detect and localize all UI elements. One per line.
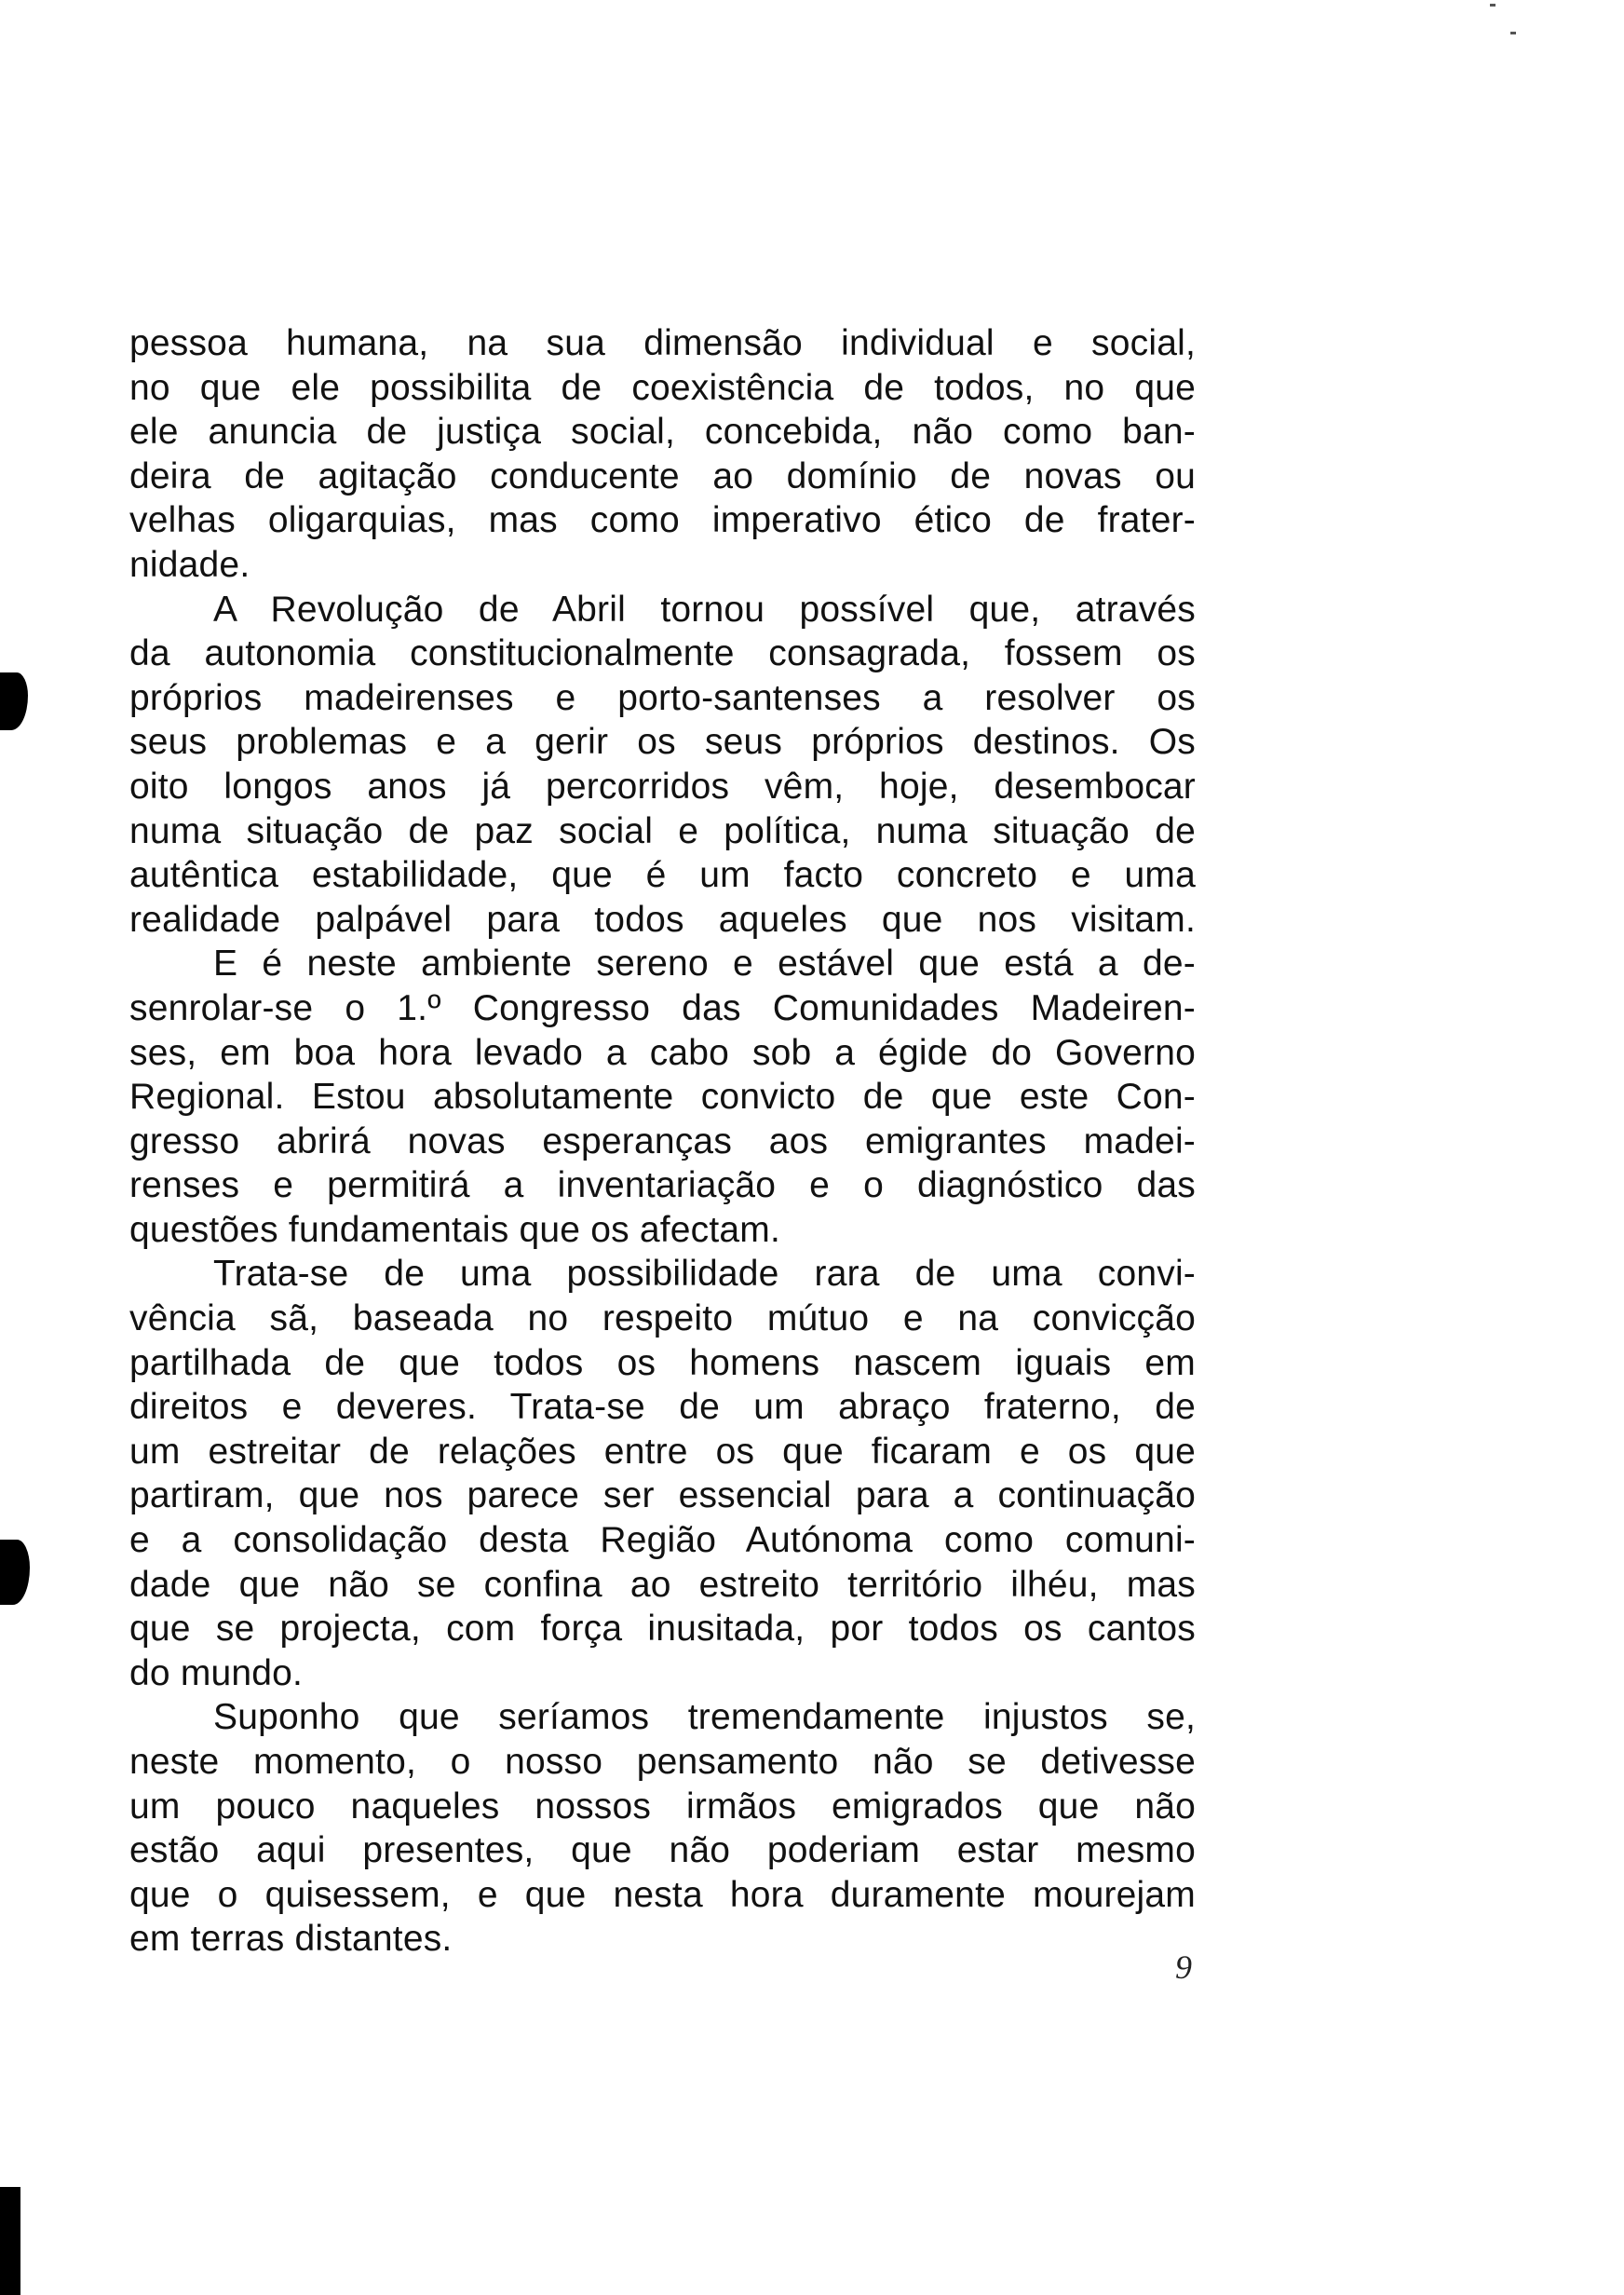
paragraph: [129, 588, 1196, 943]
text-line: no que ele possibilita de coexistência de todos, no que: [129, 367, 1196, 408]
text-line: pessoa humana, na sua dimensão individual e social,: [129, 323, 1196, 363]
text-line: realidade palpável para todos aqueles que nos visitam.: [129, 899, 1196, 940]
text-line: E é neste ambiente sereno e estável que está a de-: [213, 944, 1196, 985]
paragraph: [129, 942, 1196, 1252]
text-line: da autonomia constitucionalmente consagrada, fossem os: [129, 633, 1196, 674]
text-line: senrolar-se o 1.º Congresso das Comunidades Madeiren-: [129, 987, 1196, 1028]
page-edge-shadow: [0, 2187, 20, 2295]
paragraph: [129, 1252, 1196, 1695]
text-line: autêntica estabilidade, que é um facto concreto e uma: [129, 855, 1196, 896]
text-line: partilhada de que todos os homens nascem iguais em: [129, 1342, 1196, 1383]
text-line: oito longos anos já percorridos vêm, hoje, desembocar: [129, 766, 1196, 807]
text-line: gresso abrirá novas esperanças aos emigrantes madei-: [129, 1120, 1196, 1161]
text-line: velhas oligarquias, mas como imperativo ético de frater-: [129, 500, 1196, 541]
text-line: um pouco naqueles nossos irmãos emigrados que não: [129, 1786, 1196, 1826]
text-line: renses e permitirá a inventariação e o diagnóstico das: [129, 1165, 1196, 1206]
text-line: que se projecta, com força inusitada, por todos os cantos: [129, 1609, 1196, 1650]
paragraph: [129, 321, 1196, 588]
text-line: seus problemas e a gerir os seus próprios destinos. Os: [129, 722, 1196, 763]
text-line: direitos e deveres. Trata-se de um abraço fraterno, de: [129, 1387, 1196, 1428]
page-body-text: [129, 321, 1196, 1962]
text-line: do mundo.: [129, 1652, 304, 1693]
text-line: e a consolidação desta Região Autónoma como comuni-: [129, 1520, 1196, 1561]
scan-speck: [1510, 32, 1516, 34]
text-line: Suponho que seríamos tremendamente injustos se,: [213, 1697, 1196, 1738]
scan-speck: [1490, 4, 1495, 7]
page-number: 9: [1175, 1949, 1192, 1986]
text-line: ele anuncia de justiça social, concebida, não como ban-: [129, 412, 1196, 453]
text-line: neste momento, o nosso pensamento não se detivesse: [129, 1742, 1196, 1782]
text-line: estão aqui presentes, que não poderiam estar mesmo: [129, 1830, 1196, 1871]
text-line: A Revolução de Abril tornou possível que, através: [213, 589, 1196, 630]
text-line: deira de agitação conducente ao domínio de novas ou: [129, 455, 1196, 496]
text-line: Trata-se de uma possibilidade rara de uma convi-: [213, 1254, 1196, 1295]
text-line: numa situação de paz social e política, numa situação de: [129, 810, 1196, 851]
text-line: Regional. Estou absolutamente convicto de que este Con-: [129, 1077, 1196, 1118]
text-line: próprios madeirenses e porto-santenses a resolver os: [129, 677, 1196, 718]
text-line: vência sã, baseada no respeito mútuo e na convicção: [129, 1298, 1196, 1339]
text-line: um estreitar de relações entre os que ficaram e os que: [129, 1431, 1196, 1472]
text-line: dade que não se confina ao estreito território ilhéu, mas: [129, 1564, 1196, 1605]
text-line: ses, em boa hora levado a cabo sob a égide do Governo: [129, 1032, 1196, 1073]
paragraph: [129, 1695, 1196, 1962]
text-line: questões fundamentais que os afectam.: [129, 1209, 781, 1250]
text-line: partiram, que nos parece ser essencial para a continuação: [129, 1475, 1196, 1516]
binding-hole-mark: [0, 1540, 30, 1605]
text-line: nidade.: [129, 544, 250, 585]
text-line: que o quisessem, e que nesta hora duramente mourejam: [129, 1874, 1196, 1915]
binding-hole-mark: [0, 672, 28, 730]
text-line: em terras distantes.: [129, 1919, 453, 1960]
